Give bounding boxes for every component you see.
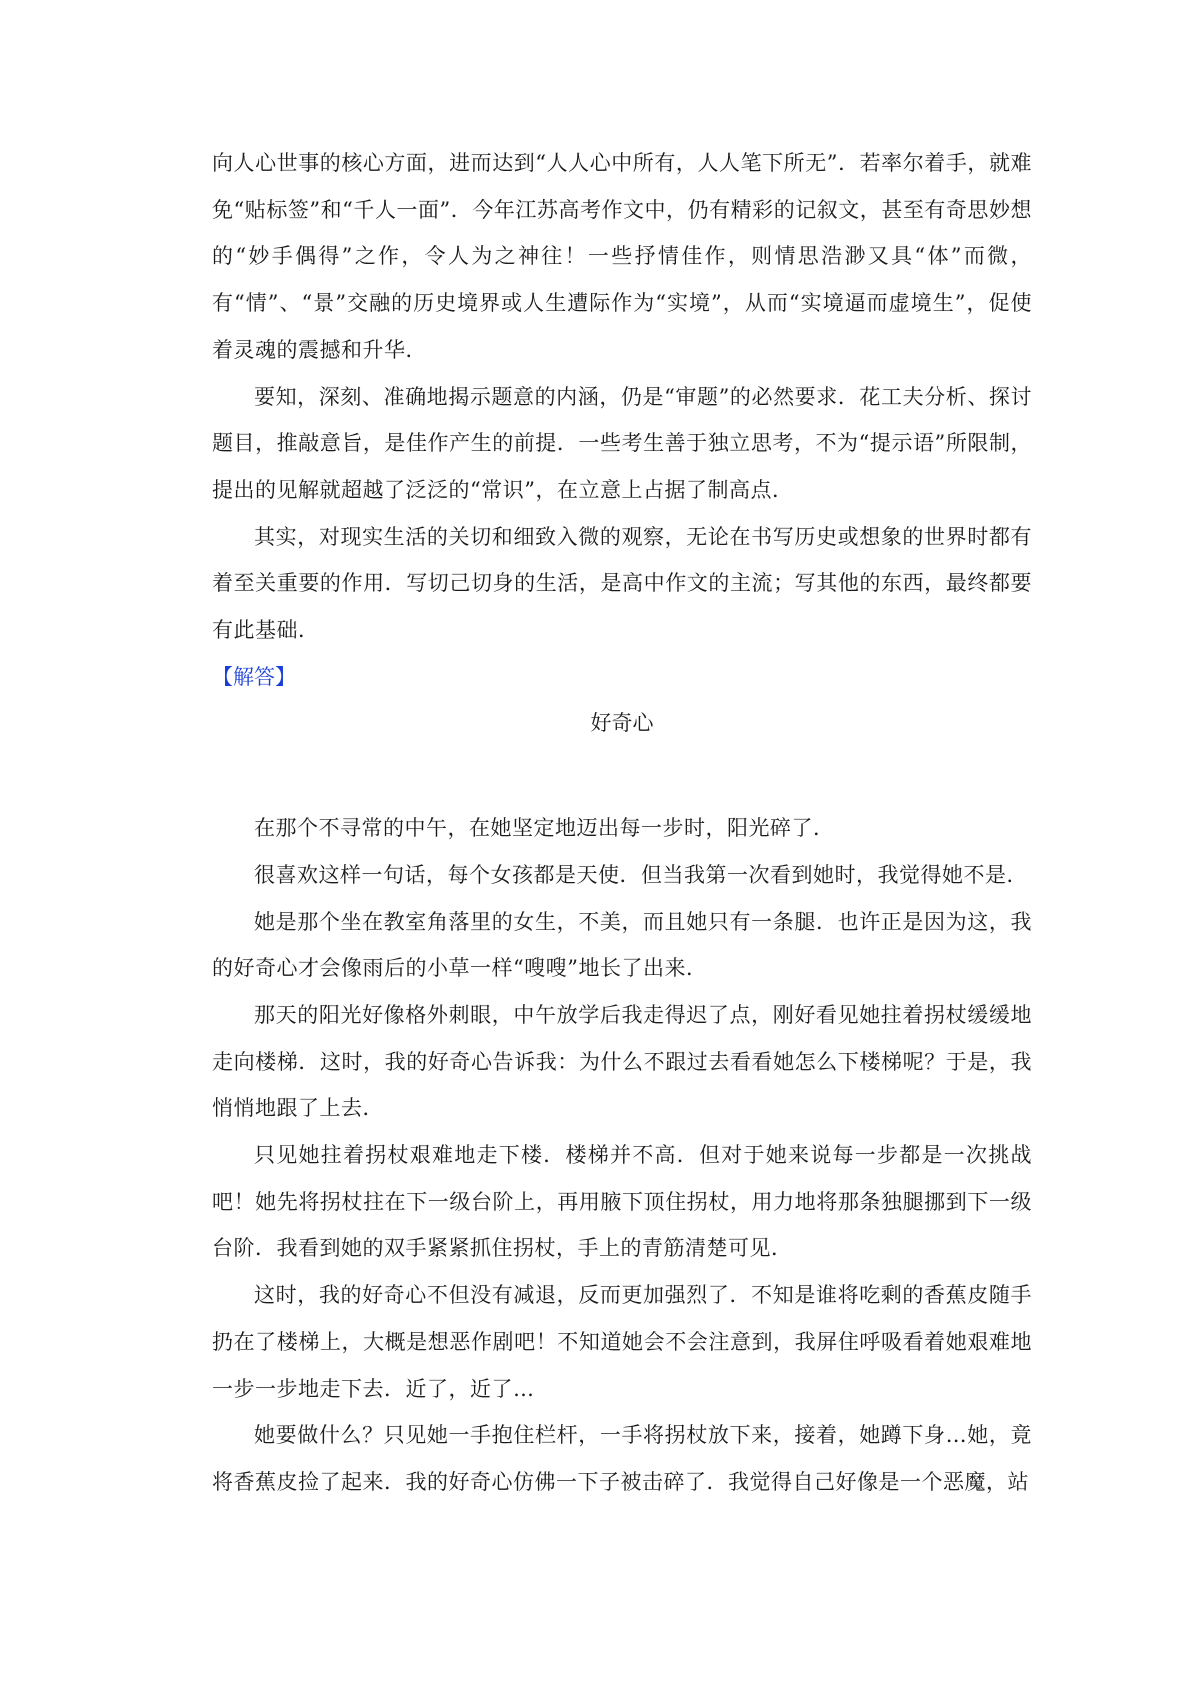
title-spacer	[212, 747, 1032, 805]
essay-paragraph-6: 这时，我的好奇心不但没有减退，反而更加强烈了．不知是谁将吃剩的香蕉皮随手扔在了楼梯上，大概是想恶作剧吧！不知道她会不会注意到，我屏住呼吸看着她艰难地一步一步地走下去．近了，近了…	[212, 1283, 1032, 1401]
essay-paragraph-5: 只见她拄着拐杖艰难地走下楼．楼梯并不高．但对于她来说每一步都是一次挑战吧！她先将拐杖拄在下一级台阶上，再用腋下顶住拐杖，用力地将那条独腿挪到下一级台阶．我看到她的双手紧紧抓住拐杖，手上的青筋清楚可见．	[212, 1143, 1032, 1261]
essay-paragraph-2: 很喜欢这样一句话，每个女孩都是天使．但当我第一次看到她时，我觉得她不是．	[254, 862, 1028, 887]
intro-paragraph-2: 要知，深刻、准确地揭示题意的内涵，仍是“审题”的必然要求．花工夫分析、探讨题目，推敲意旨，是佳作产生的前提．一些考生善于独立思考，不为“提示语”所限制，提出的见解就超越了泛泛的“常识”，在立意上占据了制高点．	[212, 384, 1032, 502]
essay-paragraph-1: 在那个不寻常的中午，在她坚定地迈出每一步时，阳光碎了．	[254, 816, 835, 841]
answer-label: 【解答】	[212, 664, 296, 689]
essay-paragraph-7: 她要做什么？只见她一手抱住栏杆，一手将拐杖放下来，接着，她蹲下身…她，竟将香蕉皮捡了起来．我的好奇心仿佛一下子被击碎了．我觉得自己好像是一个恶魔，站	[212, 1423, 1032, 1494]
document-page	[212, 140, 1032, 1506]
essay-title: 好奇心	[590, 711, 654, 736]
essay-paragraph-3: 她是那个坐在教室角落里的女生，不美，而且她只有一条腿．也许正是因为这，我的好奇心才会像雨后的小草一样“嗖嗖”地长了出来．	[212, 909, 1032, 981]
intro-paragraph-3: 其实，对现实生活的关切和细致入微的观察，无论在书写历史或想象的世界时都有着至关重要的作用．写切己切身的生活，是高中作文的主流；写其他的东西，最终都要有此基础．	[212, 524, 1032, 643]
essay-paragraph-4: 那天的阳光好像格外刺眼，中午放学后我走得迟了点，刚好看见她拄着拐杖缓缓地走向楼梯．这时，我的好奇心告诉我：为什么不跟过去看看她怎么下楼梯呢？于是，我悄悄地跟了上去．	[212, 1002, 1032, 1121]
intro-paragraph-1: 向人心世事的核心方面，进而达到“人人心中所有，人人笔下所无”．若率尔着手，就难免“贴标签”和“千人一面”．今年江苏高考作文中，仍有精彩的记叙文，甚至有奇思妙想的“妙手偶得”之作，令人为之神往！一些抒情佳作，则情思浩渺又具“体”而微，有“情”、“景”交融的历史境界或人生遭际作为“实境”，从而“实境逼而虚境生”，促使着灵魂的震撼和升华．	[212, 151, 1032, 362]
